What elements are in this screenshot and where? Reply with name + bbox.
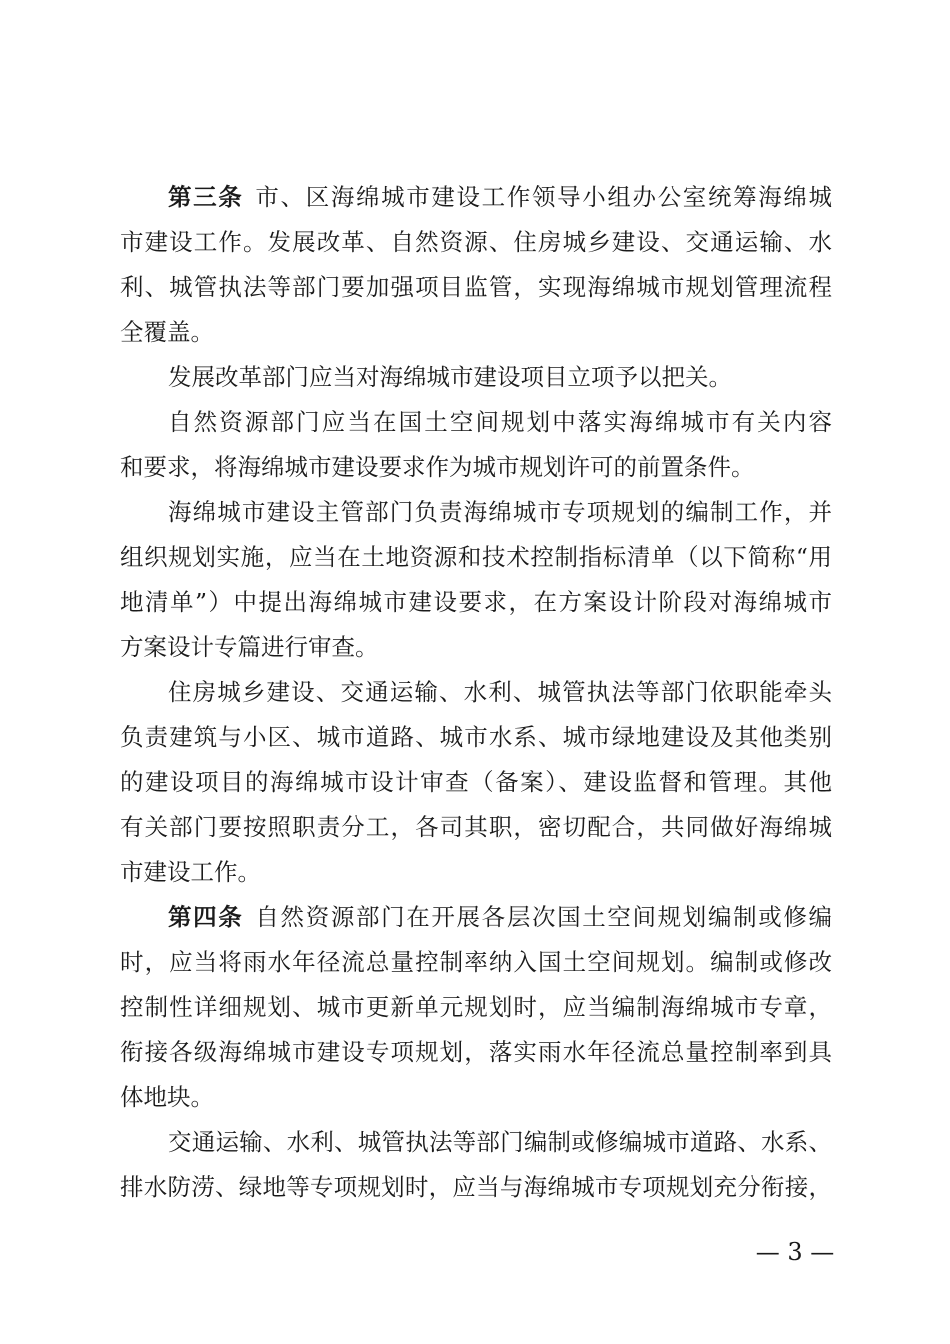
text-line: 排水防涝、绿地等专项规划时，应当与海绵城市专项规划充分衔接，: [120, 1173, 832, 1201]
text-line: [120, 175, 832, 220]
page-number: — 3 —: [755, 1238, 835, 1266]
article-heading: 第四条: [168, 903, 244, 931]
line-text: 自然资源部门在开展各层次国土空间规划编制或修编: [255, 903, 833, 931]
text-line: 和要求，将海绵城市建设要求作为城市规划许可的前置条件。: [120, 453, 755, 481]
text-line: 方案设计专篇进行审查。: [120, 633, 379, 661]
text-line: 体地块。: [120, 1083, 214, 1111]
paragraph: [120, 670, 832, 895]
text-line: 的建设项目的海绵城市设计审查（备案）、建设监督和管理。其他: [120, 768, 832, 796]
paragraph: [120, 1120, 832, 1210]
text-line: 利、城管执法等部门要加强项目监管，实现海绵城市规划管理流程: [120, 273, 832, 301]
text-line: 自然资源部门应当在国土空间规划中落实海绵城市有关内容: [168, 408, 832, 436]
text-line: 时，应当将雨水年径流总量控制率纳入国土空间规划。编制或修改: [120, 948, 832, 976]
text-line: 交通运输、水利、城管执法等部门编制或修编城市道路、水系、: [168, 1128, 832, 1156]
paragraph: [120, 400, 832, 490]
paragraph-article-3: [120, 175, 832, 355]
text-line: 住房城乡建设、交通运输、水利、城管执法等部门依职能牵头: [168, 678, 832, 706]
line-text: 市、区海绵城市建设工作领导小组办公室统筹海绵城: [255, 183, 833, 211]
paragraph: [120, 490, 832, 670]
text-line: 全覆盖。: [120, 318, 214, 346]
text-line: 衔接各级海绵城市建设专项规划，落实雨水年径流总量控制率到具: [120, 1038, 832, 1066]
article-heading: 第三条: [168, 183, 244, 211]
text-line: 市建设工作。: [120, 858, 261, 886]
text-line: 地清单”）中提出海绵城市建设要求，在方案设计阶段对海绵城市: [120, 588, 832, 616]
paragraph-article-4: [120, 895, 832, 1120]
text-line: 负责建筑与小区、城市道路、城市水系、城市绿地建设及其他类别: [120, 723, 832, 751]
paragraph: [120, 355, 832, 400]
text-line: 市建设工作。发展改革、自然资源、住房城乡建设、交通运输、水: [120, 228, 832, 256]
text-line: 组织规划实施，应当在土地资源和技术控制指标清单（以下简称“用: [120, 543, 832, 571]
document-body: [120, 175, 832, 1210]
text-line: [120, 895, 832, 940]
text-line: 发展改革部门应当对海绵城市建设项目立项予以把关。: [168, 363, 732, 391]
text-line: 有关部门要按照职责分工，各司其职，密切配合，共同做好海绵城: [120, 813, 832, 841]
text-line: 控制性详细规划、城市更新单元规划时，应当编制海绵城市专章，: [120, 993, 832, 1021]
text-line: 海绵城市建设主管部门负责海绵城市专项规划的编制工作，并: [168, 498, 832, 526]
